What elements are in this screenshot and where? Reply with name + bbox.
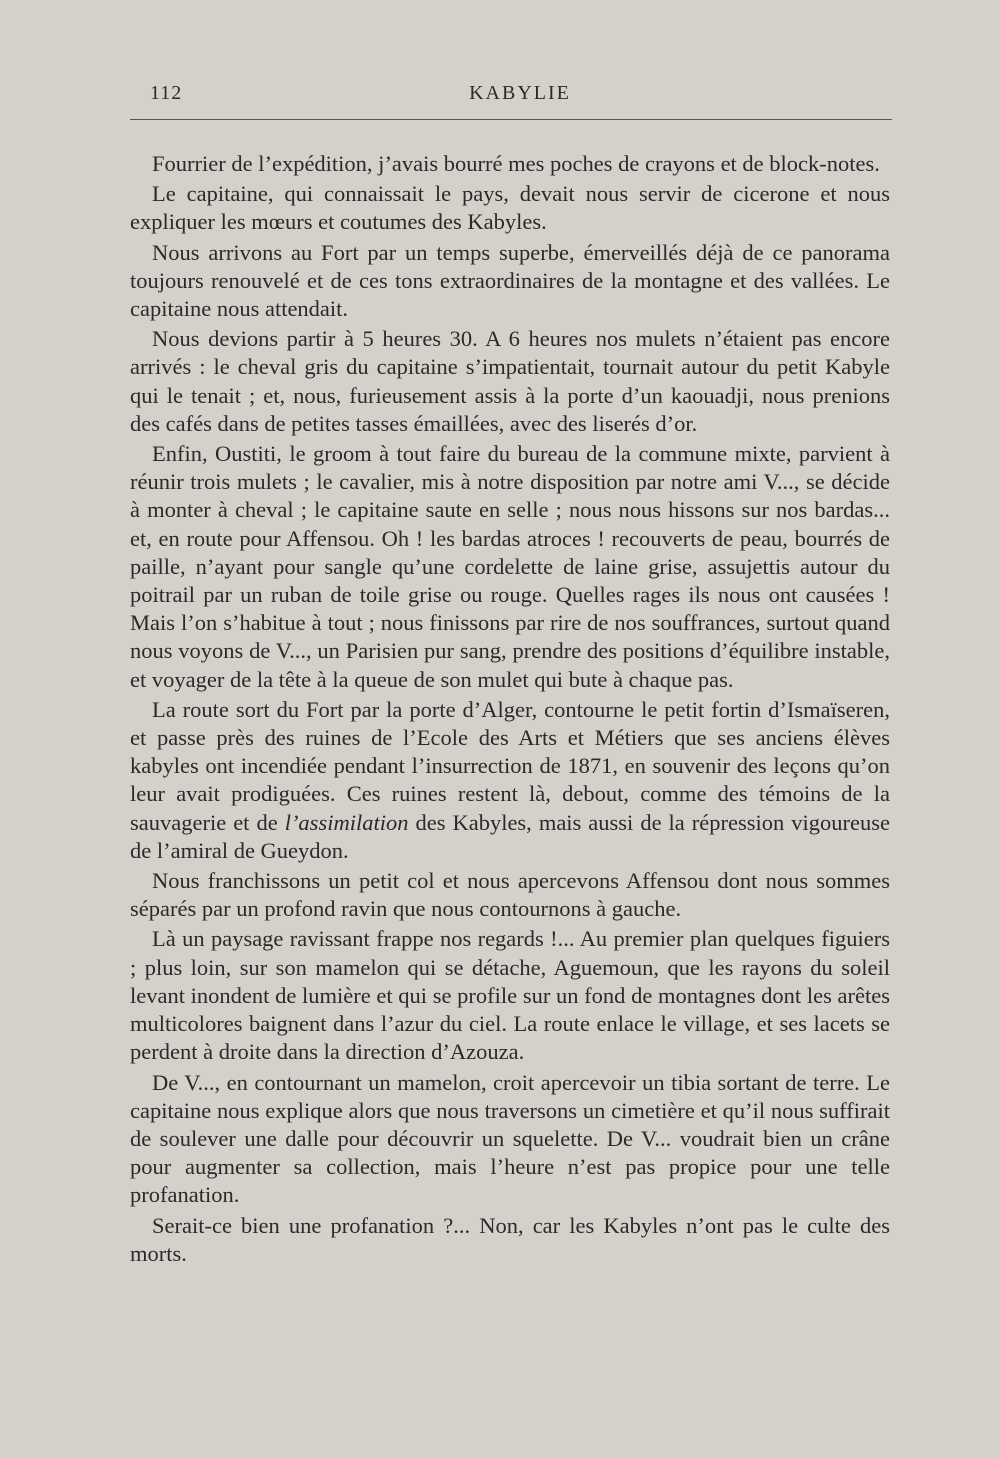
paragraph-text: La route sort du Fort par la porte d’Alger, contourne le petit fortin d’Ismaïseren, et passe près des ruines de l’Ecole des Arts et Métiers que ses anciens élèves kabyles ont incendiée pendant l’insurrection de 1871, en souvenir des leçons qu’on leur avait prodiguées. Ces ruines restent là, debout, comme des témoins de la sauvagerie et de [130, 696, 890, 835]
page-header [150, 82, 890, 112]
paragraph: Nous franchissons un petit col et nous apercevons Affensou dont nous sommes séparés par un profond ravin que nous contournons à gauche. [130, 868, 890, 922]
paragraph: Nous devions partir à 5 heures 30. A 6 heures nos mulets n’étaient pas encore arrivés : le cheval gris du capitaine s’impatientait, tournait autour du petit Kabyle qui le tenait ; et, nous, furieusement assis à la porte d’un kaouadji, nous prenions des cafés dans de petites tasses émaillées, avec des liserés d’or. [130, 326, 890, 436]
paragraph-text: des Kabyles, mais aussi de la répression vigoureuse de l’amiral de Gueydon. [130, 809, 890, 863]
body-text [130, 150, 890, 1268]
paragraph: Enfin, Oustiti, le groom à tout faire du bureau de la commune mixte, parvient à réunir trois mulets ; le cavalier, mis à notre disposition par notre ami V..., se décide à monter à cheval ; le capitaine saute en selle ; nous nous hissons sur nos bardas... et, en route pour Affensou. Oh ! les bardas atroces ! recouverts de peau, bourrés de paille, n’ayant pour sangle qu’une cordelette de laine grise, assujettis autour du poitrail par un ruban de toile grise ou rouge. Quelles rages ils nous ont causées ! Mais l’on s’habitue à tout ; nous finissons par rire de nos souffrances, surtout quand nous voyons de V..., un Parisien pur sang, prendre des positions d’équilibre instable, et voyager de la tête à la queue de son mulet qui bute à chaque pas. [130, 441, 890, 692]
paragraph: Là un paysage ravissant frappe nos regards !... Au premier plan quelques figuiers ; plus loin, sur son mamelon qui se détache, Aguemoun, que les rayons du soleil levant inondent de lumière et qui se profile sur un fond de montagnes dont les arêtes multicolores baignent dans l’azur du ciel. La route enlace le village, et ses lacets se perdent à droite dans la direction d’Azouza. [130, 926, 890, 1065]
paragraph [130, 696, 890, 865]
page-number: 112 [150, 82, 183, 104]
header-rule [130, 119, 892, 120]
paragraph: Fourrier de l’expédition, j’avais bourré mes poches de crayons et de block-notes. [152, 151, 880, 176]
paragraph: Nous arrivons au Fort par un temps superbe, émerveillés déjà de ce panorama toujours renouvelé et de ces tons extraordinaires de la montagne et des vallées. Le capitaine nous attendait. [130, 239, 890, 322]
paragraph: Serait-ce bien une profanation ?... Non, car les Kabyles n’ont pas le culte des morts. [130, 1212, 890, 1266]
paragraph: De V..., en contournant un mamelon, croit apercevoir un tibia sortant de terre. Le capitaine nous explique alors que nous traversons un cimetière et qu’il nous suffirait de soulever une dalle pour découvrir un squelette. De V... voudrait bien un crâne pour augmenter sa collection, mais l’heure n’est pas propice pour une telle profanation. [130, 1069, 890, 1208]
italic-term: l’assimilation [284, 809, 409, 835]
running-head: KABYLIE [469, 82, 571, 104]
paragraph: Le capitaine, qui connaissait le pays, devait nous servir de cicerone et nous expliquer les mœurs et coutumes des Kabyles. [130, 181, 890, 235]
